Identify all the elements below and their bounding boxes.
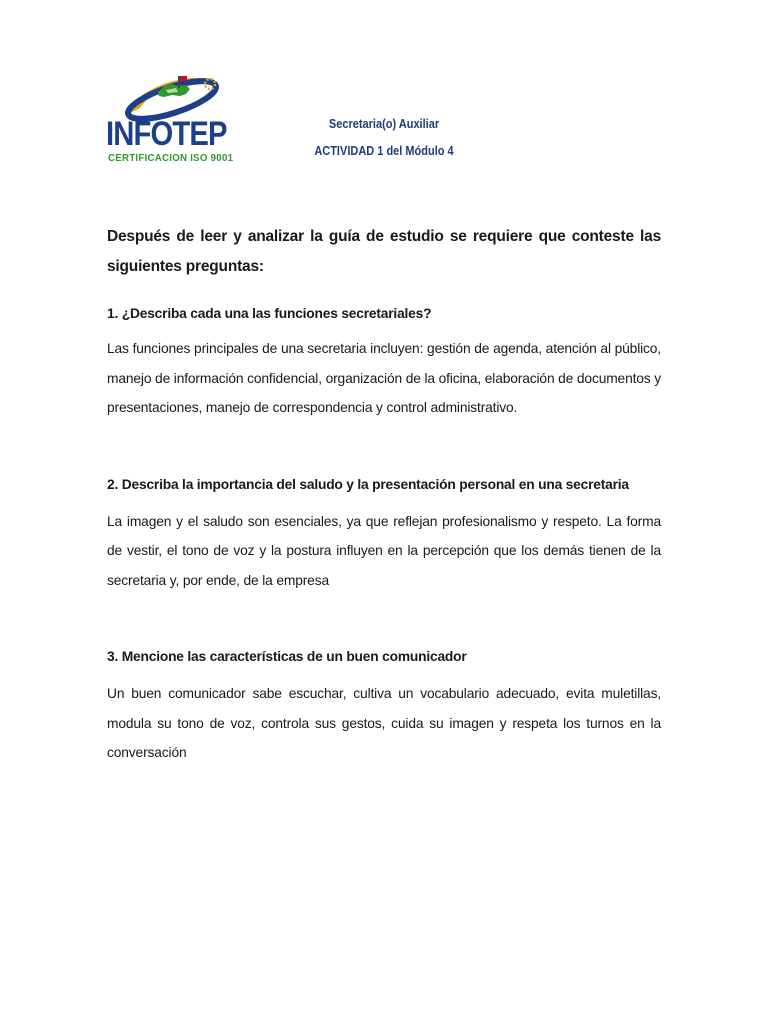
answer-3: Un buen comunicador sabe escuchar, cultiva un vocabulario adecuado, evita muletillas, modula su tono de voz, controla sus gestos, cuida su imagen y respeta los turnos en la conversación (107, 686, 661, 760)
answer-2: La imagen y el saludo son esenciales, ya que reflejan profesionalismo y respeto. La forma de vestir, el tono de voz y la postura influyen en la percepción que los demás tienen de la secretaria y, por ende, de la empresa (107, 513, 661, 588)
answer-1: Las funciones principales de una secretaria incluyen: gestión de agenda, atención al público, manejo de información confidencial, organización de la oficina, elaboración de documentos y presentaciones, manejo de correspondencia y control administrativo. (107, 341, 661, 415)
course-title: Secretaria(o) Auxiliar (328, 117, 440, 131)
activity-title: ACTIVIDAD 1 del Módulo 4 (314, 143, 454, 158)
logo-wordmark: INFOTEP (106, 115, 227, 153)
question-2: 2. Describa la importancia del saludo y la presentación personal en una secretaria (107, 476, 629, 492)
question-3: 3. Mencione las características de un buen comunicador (107, 649, 467, 664)
document-body (107, 222, 661, 768)
intro-paragraph: Después de leer y analizar la guía de estudio se requiere que conteste las siguientes preguntas: (107, 228, 661, 275)
question-1: 1. ¿Describa cada una las funciones secretariales? (107, 306, 432, 321)
logo-certification: CERTIFICACION ISO 9001 (108, 152, 234, 164)
infotep-logo (106, 70, 238, 166)
document-header (250, 118, 518, 157)
